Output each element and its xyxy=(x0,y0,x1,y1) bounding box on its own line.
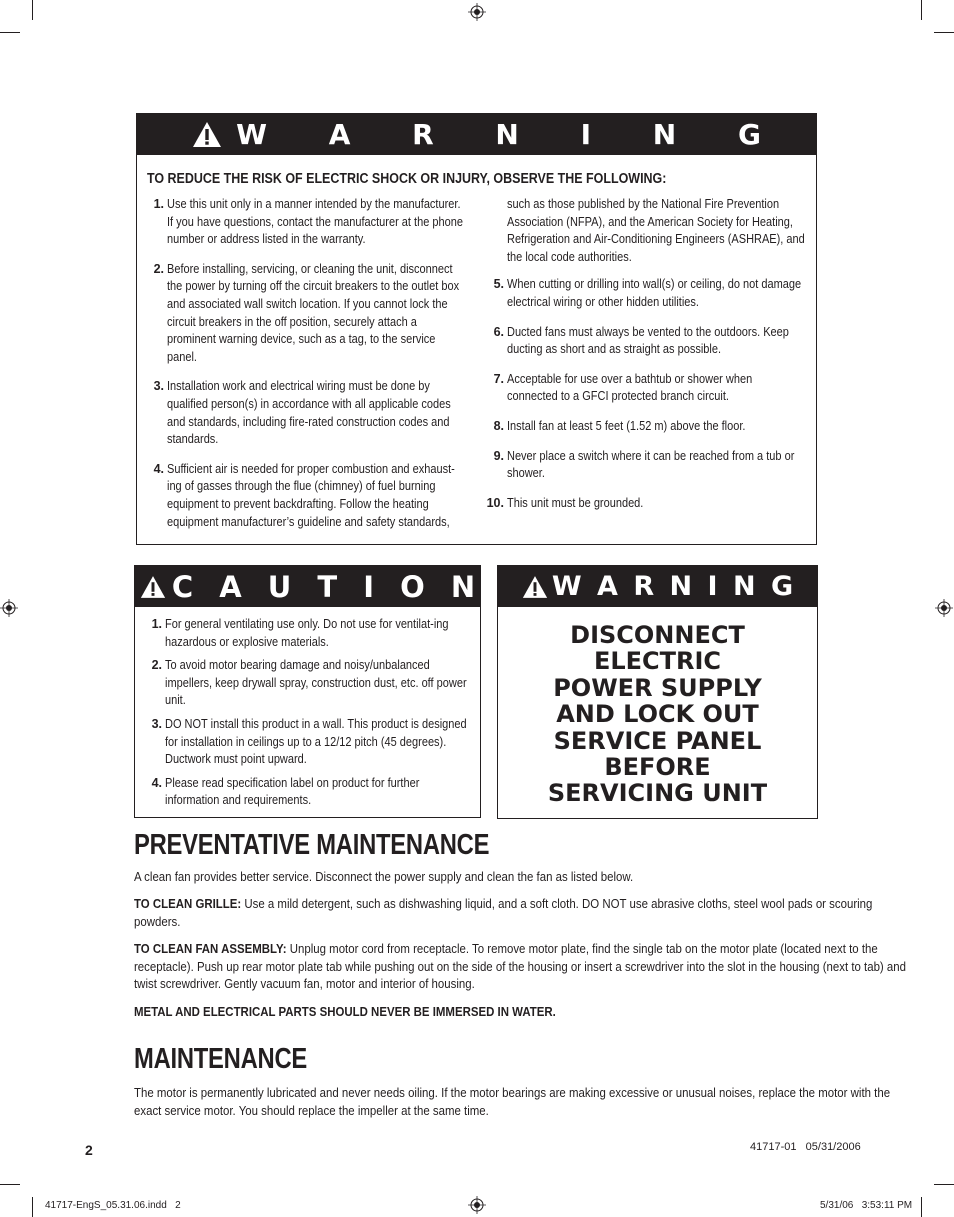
crop-mark xyxy=(32,1197,33,1217)
warning-title: W A R N I N G xyxy=(551,571,797,602)
list-item: 3. DO NOT install this product in a wall. This product is designed for installation in ceilings up to a 12/12 pitch (45 degrees). Ductwork must point upward. xyxy=(151,716,467,767)
list-item: 6. Ducted fans must always be vented to the outdoors. Keep ducting as short and as straight as possible. xyxy=(493,324,789,357)
caution-list xyxy=(135,616,475,816)
warning-triangle-icon xyxy=(140,575,166,599)
warning-box xyxy=(136,113,817,545)
list-item: 2. Before installing, servicing, or cleaning the unit, disconnect the power by turning off the circuit breakers to the outlet box and associated wall switch location. If you cannot lock the circuit breakers in the off position, securely attach a prominent warning device, such as a tag, to the service panel. xyxy=(153,261,460,364)
registration-mark-icon xyxy=(468,1196,486,1214)
disconnect-warning-box xyxy=(497,565,818,819)
crop-mark xyxy=(921,1197,922,1217)
metal-parts-note: METAL AND ELECTRICAL PARTS SHOULD NEVER BE IMMERSED IN WATER. xyxy=(134,1004,556,1019)
crop-mark xyxy=(0,32,20,33)
preventative-intro: A clean fan provides better service. Disconnect the power supply and clean the fan as listed below. xyxy=(134,869,634,884)
crop-mark xyxy=(0,1184,20,1185)
list-item: 3. Installation work and electrical wiring must be done by qualified person(s) in accordance with all applicable codes and standards, including fire-rated construction codes and standards. xyxy=(153,379,451,447)
list-item: 4. Sufficient air is needed for proper combustion and exhaust-ing of gasses through the flue (chimney) of fuel burning equipment to prevent backdrafting. Follow the heating equipment manufacturer’s guideline and safety standards, xyxy=(153,461,455,529)
caution-box xyxy=(134,565,484,818)
clean-fan-paragraph: TO CLEAN FAN ASSEMBLY: Unplug motor cord from receptacle. To remove motor plate, find the single tab on the motor plate (located next to the receptacle). Push up rear motor plate tab while pushing out on the side of the housing or insert a screwdriver into the slot in the housing (next to tab) and twist screwdriver. Gently vacuum fan, motor and interior of housing. xyxy=(134,941,907,992)
warning-header xyxy=(498,566,817,607)
list-item: 1. For general ventilating use only. Do not use for ventilat-ing hazardous or explosive materials. xyxy=(151,617,449,649)
crop-mark xyxy=(32,0,33,20)
document-id: 41717-01 05/31/2006 xyxy=(750,1141,861,1153)
page-number: 2 xyxy=(85,1142,93,1158)
list-item: 10. This unit must be grounded. xyxy=(486,495,644,510)
clean-grille-paragraph: TO CLEAN GRILLE: Use a mild detergent, such as dishwashing liquid, and a soft cloth. DO NOT use abrasive cloths, steel wool pads or scouring powders. xyxy=(134,896,873,929)
list-item: 1. Use this unit only in a manner intended by the manufacturer. If you have questions, contact the manufacturer at the phone number or address listed in the warranty. xyxy=(153,197,463,247)
warning-left-column xyxy=(137,196,467,543)
maintenance-paragraph: The motor is permanently lubricated and never needs oiling. If the motor bearings are making excessive or unusual noises, replace the motor with the exact service motor. You should replace the impeller at the same time. xyxy=(134,1085,891,1118)
list-item: 9. Never place a switch where it can be reached from a tub or shower. xyxy=(493,448,795,481)
warning-right-column xyxy=(477,196,807,524)
caution-title: C A U T I O N xyxy=(171,569,484,604)
list-item: 4. Please read specification label on product for further information and requirements. xyxy=(151,775,420,808)
file-name: 41717-EngS_05.31.06.indd 2 xyxy=(45,1200,181,1211)
warning-triangle-icon xyxy=(522,575,548,599)
registration-mark-icon xyxy=(935,599,953,617)
maintenance-heading: MAINTENANCE xyxy=(134,1043,308,1075)
warning-title: W A R N I N G xyxy=(236,118,787,151)
list-item: 7. Acceptable for use over a bathtub or shower when connected to a GFCI protected branch circuit. xyxy=(493,371,753,404)
warning-header xyxy=(137,114,816,155)
crop-mark xyxy=(934,1184,954,1185)
list-item: 5. When cutting or drilling into wall(s) or ceiling, do not damage electrical wiring or other hidden utilities. xyxy=(493,277,802,309)
registration-mark-icon xyxy=(0,599,18,617)
list-item: 8. Install fan at least 5 feet (1.52 m) above the floor. xyxy=(493,418,746,433)
warning-lead: TO REDUCE THE RISK OF ELECTRIC SHOCK OR INJURY, OBSERVE THE FOLLOWING: xyxy=(147,171,667,187)
preventative-heading: PREVENTATIVE MAINTENANCE xyxy=(134,829,490,861)
caution-header xyxy=(135,566,484,607)
crop-mark xyxy=(921,0,922,20)
disconnect-message: DISCONNECT ELECTRIC POWER SUPPLY AND LOCK OUT SERVICE PANEL BEFORE SERVICING UNIT xyxy=(547,621,768,808)
list-item-continued: such as those published by the National Fire Prevention Association (NFPA), and the American Society for Heating, Refrigeration and Air-Conditioning Engineers (ASHRAE), and the local code authorities. xyxy=(507,197,805,264)
list-item: 2. To avoid motor bearing damage and noisy/unbalanced impellers, keep drywall spray, construction dust, etc. off power unit. xyxy=(151,658,467,708)
timestamp: 5/31/06 3:53:11 PM xyxy=(820,1200,913,1211)
warning-triangle-icon xyxy=(192,121,222,148)
crop-mark xyxy=(934,32,954,33)
registration-mark-icon xyxy=(468,3,486,21)
